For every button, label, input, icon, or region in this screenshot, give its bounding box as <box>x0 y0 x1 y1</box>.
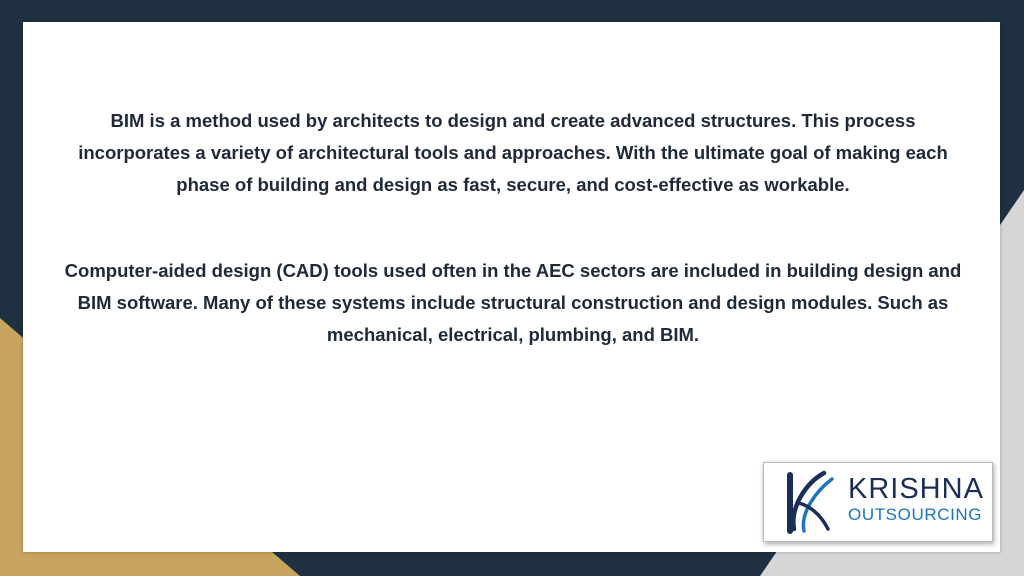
logo-name-outsourcing: OUTSOURCING <box>848 505 983 524</box>
krishna-outsourcing-logo <box>763 462 993 542</box>
logo-name-krishna: KRISHNA <box>848 473 984 505</box>
slide-content-card <box>23 22 1000 552</box>
k-swoosh-icon <box>776 469 838 535</box>
bim-description-paragraph: BIM is a method used by architects to design and create advanced structures. This process incorporates a variety of architectural tools and approaches. With the ultimate goal of making each phase of building and design as fast, secure, and cost-effective as workable. <box>78 110 948 195</box>
cad-description-paragraph: Computer-aided design (CAD) tools used often in the AEC sectors are included in building design and BIM software. Many of these systems include structural construction and design modules. Such as mechanical, electrical, plumbing, and BIM. <box>64 260 962 345</box>
